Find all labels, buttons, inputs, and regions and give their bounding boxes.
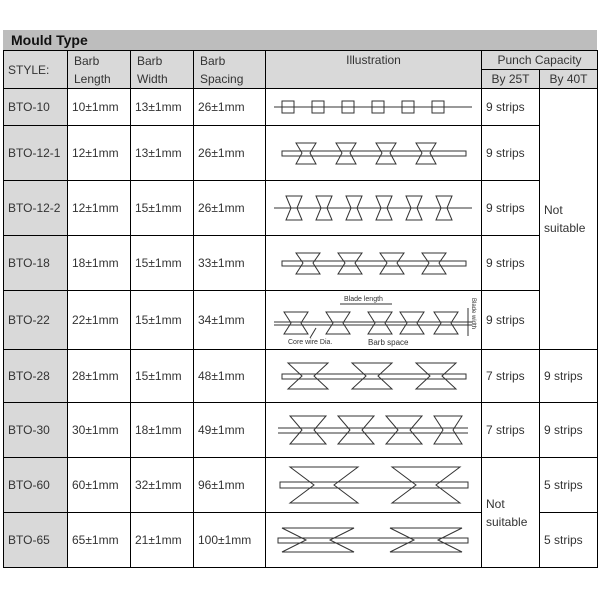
- barb-width-header: Barb Width: [131, 51, 194, 89]
- style-cell: BTO-12-1: [4, 126, 68, 181]
- table-row: [4, 350, 598, 403]
- by40-cell: 5 strips: [540, 513, 598, 568]
- width-cell: 18±1mm: [131, 403, 194, 458]
- spacing-cell: 49±1mm: [194, 403, 266, 458]
- spacing-cell: 33±1mm: [194, 236, 266, 291]
- blade-width-label: Blade width: [470, 297, 476, 329]
- length-cell: 18±1mm: [68, 236, 131, 291]
- by40-cell: 9 strips: [540, 350, 598, 403]
- illustration-cell: [266, 236, 482, 291]
- table-row: [4, 89, 598, 126]
- length-cell: 12±1mm: [68, 126, 131, 181]
- spacing-cell: 34±1mm: [194, 291, 266, 350]
- core-wire-label: Core wire Dia.: [288, 338, 333, 346]
- spacing-cell: 96±1mm: [194, 458, 266, 513]
- punch-capacity-header: Punch Capacity: [482, 51, 598, 70]
- style-cell: BTO-65: [4, 513, 68, 568]
- table-row: [4, 236, 598, 291]
- by-25t-header: By 25T: [482, 70, 540, 89]
- by25-cell: 9 strips: [482, 181, 540, 236]
- style-header: STYLE:: [4, 51, 68, 89]
- table-row: [4, 403, 598, 458]
- width-cell: 15±1mm: [131, 236, 194, 291]
- spacing-cell: 26±1mm: [194, 181, 266, 236]
- barb-illustration-bto-22: [266, 292, 480, 349]
- spacing-cell: 48±1mm: [194, 350, 266, 403]
- barb-illustration-bto-12-2: [266, 182, 480, 235]
- width-cell: 32±1mm: [131, 458, 194, 513]
- barb-illustration-bto-65: [266, 514, 480, 567]
- by25-cell: 9 strips: [482, 89, 540, 126]
- length-cell: 12±1mm: [68, 181, 131, 236]
- table-title: Mould Type: [3, 30, 597, 50]
- barb-illustration-bto-28: [266, 351, 480, 402]
- illustration-cell: [266, 458, 482, 513]
- barb-length-header: Barb Length: [68, 51, 131, 89]
- table-row: [4, 291, 598, 350]
- illustration-header: Illustration: [266, 51, 482, 89]
- by25-not-suitable-cell: Not suitable: [482, 458, 540, 568]
- length-cell: 22±1mm: [68, 291, 131, 350]
- width-cell: 15±1mm: [131, 181, 194, 236]
- by25-cell: 9 strips: [482, 291, 540, 350]
- by25-cell: 9 strips: [482, 126, 540, 181]
- style-cell: BTO-12-2: [4, 181, 68, 236]
- length-cell: 10±1mm: [68, 89, 131, 126]
- length-cell: 65±1mm: [68, 513, 131, 568]
- by-40t-header: By 40T: [540, 70, 598, 89]
- by25-cell: 7 strips: [482, 403, 540, 458]
- illustration-cell: [266, 513, 482, 568]
- style-cell: BTO-30: [4, 403, 68, 458]
- table-row: [4, 126, 598, 181]
- barb-spacing-header: Barb Spacing: [194, 51, 266, 89]
- width-cell: 13±1mm: [131, 89, 194, 126]
- spacing-cell: 26±1mm: [194, 126, 266, 181]
- style-cell: BTO-22: [4, 291, 68, 350]
- style-cell: BTO-60: [4, 458, 68, 513]
- illustration-cell: [266, 181, 482, 236]
- illustration-cell: [266, 126, 482, 181]
- length-cell: 30±1mm: [68, 403, 131, 458]
- width-cell: 15±1mm: [131, 350, 194, 403]
- barb-illustration-bto-12-1: [266, 127, 480, 180]
- barb-illustration-bto-30: [266, 404, 480, 457]
- by25-cell: 7 strips: [482, 350, 540, 403]
- barb-illustration-bto-60: [266, 459, 480, 512]
- illustration-cell: [266, 89, 482, 126]
- width-cell: 21±1mm: [131, 513, 194, 568]
- barb-space-label: Barb space: [368, 337, 409, 347]
- illustration-cell: [266, 403, 482, 458]
- style-cell: BTO-28: [4, 350, 68, 403]
- table-row: [4, 181, 598, 236]
- width-cell: 13±1mm: [131, 126, 194, 181]
- by25-cell: 9 strips: [482, 236, 540, 291]
- illustration-cell: [266, 291, 482, 350]
- table-row: [4, 458, 598, 513]
- length-cell: 28±1mm: [68, 350, 131, 403]
- style-cell: BTO-18: [4, 236, 68, 291]
- width-cell: 15±1mm: [131, 291, 194, 350]
- mould-type-table: [3, 50, 598, 568]
- illustration-cell: [266, 350, 482, 403]
- barb-illustration-bto-18: [266, 237, 480, 290]
- style-cell: BTO-10: [4, 89, 68, 126]
- barb-illustration-bto-10: [266, 90, 480, 125]
- blade-length-label: Blade length: [344, 295, 383, 303]
- spacing-cell: 26±1mm: [194, 89, 266, 126]
- by40-cell: 9 strips: [540, 403, 598, 458]
- spacing-cell: 100±1mm: [194, 513, 266, 568]
- by40-not-suitable-cell: Not suitable: [540, 89, 598, 350]
- length-cell: 60±1mm: [68, 458, 131, 513]
- by40-cell: 5 strips: [540, 458, 598, 513]
